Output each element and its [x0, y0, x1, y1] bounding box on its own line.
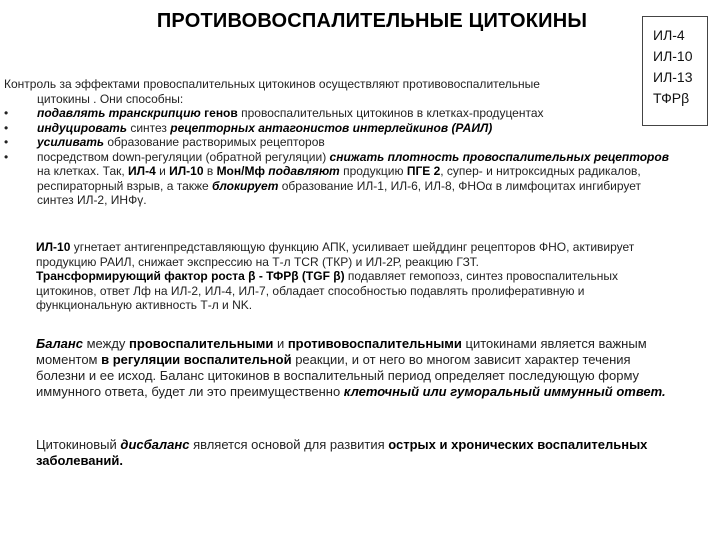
ability-list: [4, 106, 674, 208]
balance-paragraph: Баланс между провоспалительными и противовоспалительными цитокинами является важным моментом в регуляции воспалительной реакции, и от него во многом зависит характер течения болезни и ее исход. Баланс цитокинов в воспалительный период определяет последующую форму иммунного ответа, будет ли это преимущественно клеточный или гуморальный иммунный ответ.: [36, 336, 666, 399]
cytokine-item: ИЛ-13: [653, 69, 693, 85]
cytokine-item: ИЛ-10: [653, 48, 693, 64]
imbalance-paragraph: Цитокиновый дисбаланс является основой для развития острых и хронических воспалительных заболеваний.: [36, 437, 648, 468]
list-item: • усиливать образование растворимых рецепторов: [4, 135, 325, 149]
list-item: • подавлять транскрипцию генов провоспалительных цитокинов в клетках-продуцентах: [4, 106, 544, 120]
list-item: • индуцировать синтез рецепторных антагонистов интерлейкинов (РАИЛ): [4, 120, 493, 135]
page-title: ПРОТИВОВОСПАЛИТЕЛЬНЫЕ ЦИТОКИНЫ: [156, 10, 588, 32]
intro-line-2: цитокины . Они способны:: [37, 91, 184, 106]
list-item: • посредством down-регуляции (обратной регуляции) снижать плотность провоспалительных рецепторов на клетках. Так, ИЛ-4 и ИЛ-10 в Мон/Мф подавляют продукцию ПГЕ 2, супер- и нитроксидных радикалов, респираторный взрыв, а также блокирует образование ИЛ-1, ИЛ-6, ИЛ-8, ФНОα в лимфоцитах ингибирует синтез ИЛ-2, ИНФγ.: [4, 149, 669, 207]
cytokine-item: ТФРβ: [653, 90, 690, 106]
intro-line-1: Контроль за эффектами провоспалительных цитокинов осуществляют противовоспалительные: [4, 77, 540, 91]
cytokine-item: ИЛ-4: [653, 27, 685, 43]
intro-paragraph: [4, 77, 634, 106]
il10-tgf-paragraph: ИЛ-10 угнетает антигенпредставляющую функцию АПК, усиливает шейддинг рецепторов ФНО, активирует продукцию РАИЛ, снижает экспрессию на Т-л TCR (ТКР) и ИЛ-2Р, реакцию ГЗТ. Трансформирующий фактор роста β - ТФРβ (TGF β) подавляет гемопоэз, синтез провоспалительных цитокинов, ответ Лф на ИЛ-2, ИЛ-4, ИЛ-7, обладает способностью подавлять пролиферативную и функциональную активность Т-л и NK.: [36, 240, 635, 312]
